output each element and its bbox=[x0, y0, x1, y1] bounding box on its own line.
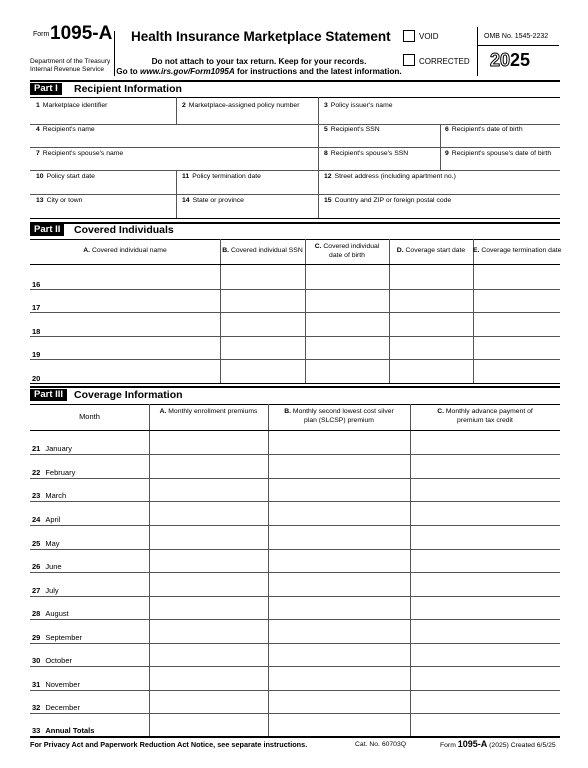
row-27-july[interactable]: 27 July bbox=[32, 586, 59, 595]
corrected-checkbox[interactable] bbox=[403, 54, 415, 66]
field-9-spouse-dob[interactable]: 9 Recipient's spouse's date of birth bbox=[445, 150, 552, 157]
row-16[interactable]: 16 bbox=[32, 280, 41, 289]
row-18[interactable]: 18 bbox=[32, 327, 41, 336]
part-2-title: Covered Individuals bbox=[74, 224, 174, 236]
header-note-line-2: Go to www.irs.gov/Form1095A for instructions and the latest information. bbox=[116, 67, 402, 76]
privacy-notice: For Privacy Act and Paperwork Reduction Act Notice, see separate instructions. bbox=[30, 740, 308, 749]
row-28-august[interactable]: 28 August bbox=[32, 609, 69, 618]
col-c-advance-ptc: C. Monthly advance payment of premium tax credit bbox=[437, 408, 533, 424]
row-24-april[interactable]: 24 April bbox=[32, 515, 61, 524]
catalog-number: Cat. No. 60703Q bbox=[355, 741, 407, 748]
dept-line-2: Internal Revenue Service bbox=[30, 66, 105, 73]
col-d-coverage-start: D. Coverage start date bbox=[396, 247, 466, 254]
field-13-city[interactable]: 13 City or town bbox=[36, 197, 83, 204]
field-8-spouse-ssn[interactable]: 8 Recipient's spouse's SSN bbox=[324, 150, 409, 157]
row-26-june[interactable]: 26 June bbox=[32, 562, 62, 571]
col-b-covered-ssn: B. Covered individual SSN bbox=[222, 247, 303, 254]
dept-line-1: Department of the Treasury bbox=[30, 58, 111, 65]
omb-number: OMB No. 1545-2232 bbox=[484, 33, 549, 40]
footer-form-id: Form 1095-A (2025) Created 6/5/25 bbox=[440, 739, 556, 749]
col-a-covered-name: A. Covered individual name bbox=[83, 247, 167, 254]
row-30-october[interactable]: 30 October bbox=[32, 656, 73, 665]
field-12-street-address[interactable]: 12 Street address (including apartment no.) bbox=[324, 173, 456, 180]
row-33-annual-totals[interactable]: 33 Annual Totals bbox=[32, 726, 95, 735]
field-5-recipient-ssn[interactable]: 5 Recipient's SSN bbox=[324, 126, 380, 133]
field-15-country-zip[interactable]: 15 Country and ZIP or foreign postal code bbox=[324, 197, 452, 204]
field-3-policy-issuer[interactable]: 3 Policy issuer's name bbox=[324, 102, 393, 109]
field-14-state[interactable]: 14 State or province bbox=[182, 197, 244, 204]
col-a-enrollment-premiums: A. Monthly enrollment premiums bbox=[159, 408, 258, 415]
field-10-policy-start[interactable]: 10 Policy start date bbox=[36, 173, 95, 180]
row-19[interactable]: 19 bbox=[32, 350, 41, 359]
part-2-tag: Part II bbox=[30, 224, 64, 236]
row-29-september[interactable]: 29 September bbox=[32, 633, 83, 642]
tax-year: 2025 bbox=[490, 50, 531, 70]
form-number: 1095-A bbox=[50, 23, 113, 44]
part-3-title: Coverage Information bbox=[74, 389, 183, 401]
instructions-url[interactable]: www.irs.gov/Form1095A bbox=[139, 67, 235, 76]
header-divider-right bbox=[477, 27, 478, 76]
void-label: VOID bbox=[419, 32, 439, 41]
field-7-spouse-name[interactable]: 7 Recipient's spouse's name bbox=[36, 150, 124, 157]
corrected-label: CORRECTED bbox=[419, 57, 470, 66]
row-31-november[interactable]: 31 November bbox=[32, 680, 80, 689]
row-21-january[interactable]: 21 January bbox=[32, 444, 73, 453]
col-c-covered-dob: C. Covered individual date of birth bbox=[314, 243, 380, 259]
row-17[interactable]: 17 bbox=[32, 303, 41, 312]
field-1-marketplace-identifier[interactable]: 1 Marketplace identifier bbox=[36, 102, 108, 109]
form-word: Form bbox=[33, 31, 50, 38]
form-title: Health Insurance Marketplace Statement bbox=[131, 29, 391, 44]
part-1-tag: Part I bbox=[30, 83, 62, 95]
row-20[interactable]: 20 bbox=[32, 374, 41, 383]
field-4-recipient-name[interactable]: 4 Recipient's name bbox=[36, 126, 95, 133]
field-2-policy-number[interactable]: 2 Marketplace-assigned policy number bbox=[182, 102, 300, 109]
row-23-march[interactable]: 23 March bbox=[32, 491, 67, 500]
field-6-recipient-dob[interactable]: 6 Recipient's date of birth bbox=[445, 126, 523, 133]
void-checkbox[interactable] bbox=[403, 30, 415, 42]
part-3-tag: Part III bbox=[30, 389, 67, 401]
row-32-december[interactable]: 32 December bbox=[32, 703, 80, 712]
row-22-february[interactable]: 22 February bbox=[32, 468, 76, 477]
field-11-policy-termination[interactable]: 11 Policy termination date bbox=[182, 173, 261, 180]
col-b-slcsp-premium: B. Monthly second lowest cost silver plan (SLCSP) premium bbox=[284, 408, 394, 424]
part-1-title: Recipient Information bbox=[74, 83, 182, 95]
col-e-coverage-termination: E. Coverage termination date bbox=[473, 247, 562, 254]
header-note-line-1: Do not attach to your tax return. Keep for your records. bbox=[151, 57, 367, 66]
col-month: Month bbox=[79, 412, 100, 421]
row-25-may[interactable]: 25 May bbox=[32, 539, 60, 548]
